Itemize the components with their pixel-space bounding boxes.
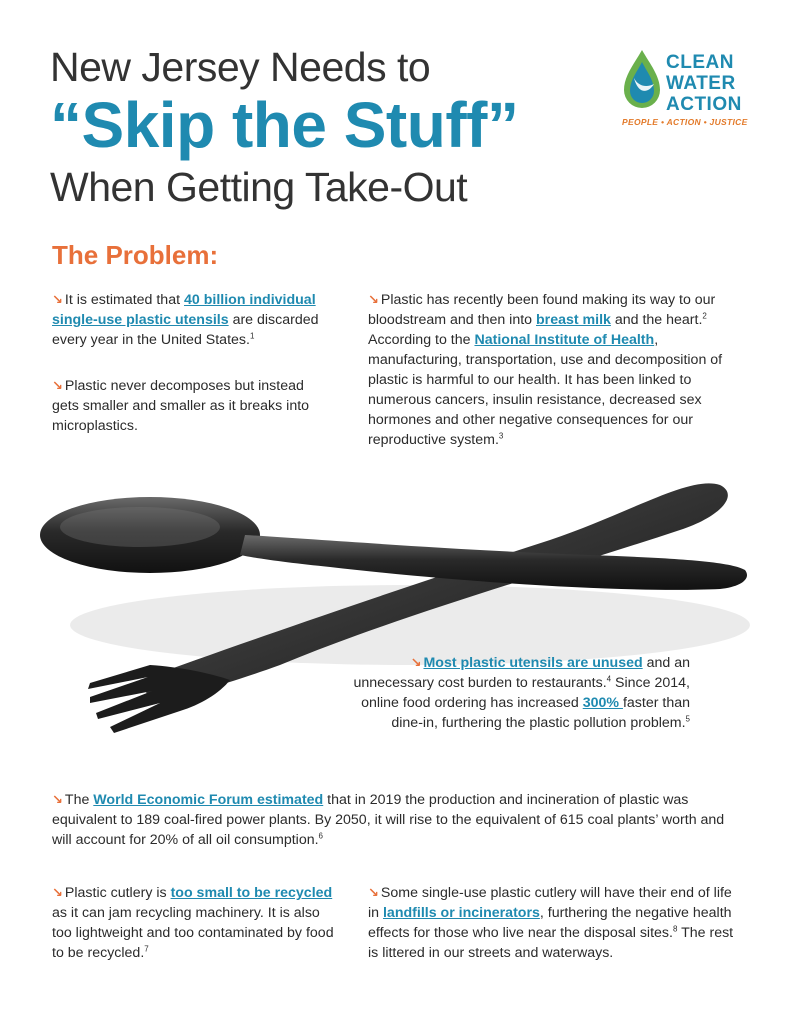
link-300-percent[interactable]: 300% <box>582 695 623 711</box>
arrow-icon: ↘ <box>410 655 422 670</box>
arrow-icon: ↘ <box>52 292 63 307</box>
title-line-2: “Skip the Stuff” <box>50 89 519 161</box>
link-breast-milk[interactable]: breast milk <box>536 312 611 328</box>
paragraph-unused-utensils: ↘ Most plastic utensils are unused and an unnecessary cost burden to restaurants.$^4$ Since 2014, online food ordering has increased 300% faster than dine-in, furthering the plastic pollution problem.$^5$ <box>353 655 690 731</box>
title-line-3: When Getting Take-Out <box>50 164 468 210</box>
link-most-utensils-unused[interactable]: Most plastic utensils are unused <box>423 655 643 671</box>
paragraph-world-economic-forum: ↘ The World Economic Forum estimated that in 2019 the production and incineration of plastic was equivalent to 189 coal-fired power plants. By 2050, it will rise to the equivalent of 615 coal plants’ worth and will account for 20% of all oil consumption.$^6$ <box>52 792 725 848</box>
arrow-icon: ↘ <box>52 792 63 807</box>
paragraph-health-effects: ↘ Plastic has recently been found making its way to our bloodstream and then into breast milk and the heart.$^2$ According to the National Institute of Health, manufacturing, transportation, use and decomposition of plastic is harmful to our health. It has been linked to numerous cancers, insulin resistance, decreased sex hormones and other negative consequences for our reproductive system.$^3$ <box>368 292 723 448</box>
title-line-1: New Jersey Needs to <box>50 44 431 90</box>
logo-wordmark: CLEAN WATER ACTION <box>666 52 742 115</box>
arrow-icon: ↘ <box>368 885 379 900</box>
clean-water-action-logo <box>620 48 760 130</box>
link-40-billion-utensils[interactable]: 40 billion individual single-use plastic utensils <box>52 292 316 328</box>
link-world-economic-forum[interactable]: World Economic Forum estimated <box>93 792 324 808</box>
arrow-icon: ↘ <box>52 885 63 900</box>
paragraph-microplastics: ↘ Plastic never decomposes but instead gets smaller and smaller as it breaks into microplastics. <box>52 378 310 434</box>
arrow-icon: ↘ <box>368 292 379 307</box>
arrow-icon: ↘ <box>52 378 63 393</box>
link-landfills-or-incinerators[interactable]: landfills or incinerators <box>382 905 540 921</box>
section-title: The Problem: <box>52 240 219 270</box>
paragraph-utensil-count: ↘ It is estimated that 40 billion individual single-use plastic utensils are discarded every year in the United States.$^1$ <box>52 292 319 348</box>
water-drop-icon <box>620 48 664 114</box>
link-too-small-to-be-recycled[interactable]: too small to be recycled <box>170 885 333 901</box>
logo-tagline: PEOPLE • ACTION • JUSTICE <box>622 117 748 127</box>
paragraph-recycling: ↘ Plastic cutlery is too small to be recycled as it can jam recycling machinery. It is also too lightweight and too contaminated by food to be recycled.$^7$ <box>52 885 334 961</box>
link-national-institute-of-health[interactable]: National Institute of Health <box>474 332 655 348</box>
paragraph-landfills: ↘ Some single-use plastic cutlery will have their end of life in landfills or incinerators, furthering the negative health effects for those who live near the disposal sites.$^8$ The rest is littered in our streets and waterways. <box>368 885 734 961</box>
